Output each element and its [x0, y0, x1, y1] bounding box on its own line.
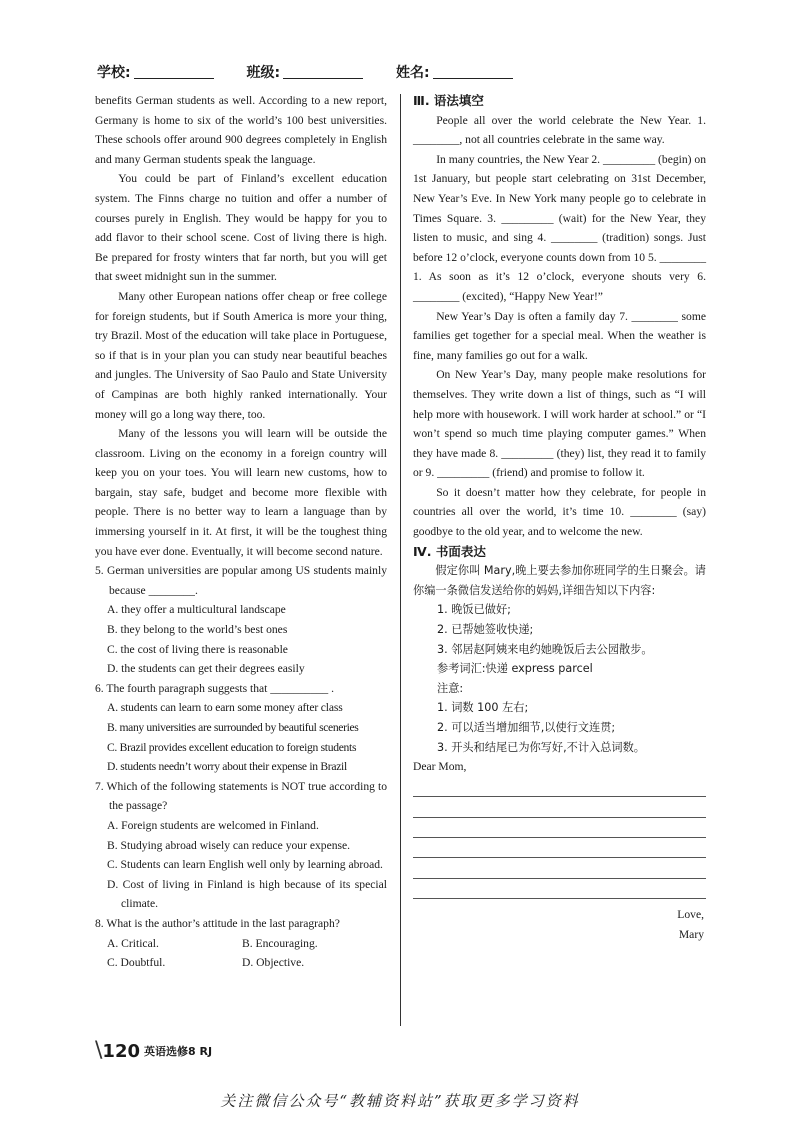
name-field: 姓名:: [396, 62, 513, 82]
writing-point-1: 1. 晚饭已做好;: [437, 603, 511, 617]
note-1: 1. 词数 100 左右;: [437, 701, 529, 715]
option-b: B. they belong to the world’s best ones: [107, 623, 288, 637]
left-column: [95, 91, 387, 973]
letter-signature: Mary: [678, 927, 704, 941]
option-a: A. they offer a multicultural landscape: [107, 603, 286, 617]
promo-note: 关注微信公众号“教辅资料站”获取更多学习资料: [220, 1092, 580, 1110]
right-column: [413, 91, 706, 944]
option-c: C. the cost of living there is reasonable: [107, 642, 288, 656]
reading-paragraph-4: Many of the lessons you will learn will be outside the classroom. Living on the economy in a foreign country will keep you on your toes. You will learn new customs, how to bargain, stay safe, budget and become more flexible with people. There is no better way to learn a language than by immersing yourself in it. At first, it will be the toughest thing you have ever done. Eventually, it will become second nature.: [95, 427, 387, 558]
class-blank[interactable]: [283, 66, 363, 79]
option-d: D. students needn’t worry about their expense in Brazil: [107, 760, 347, 774]
writing-line[interactable]: [413, 838, 706, 858]
grammar-paragraph-4: On New Year’s Day, many people make resolutions for themselves. They write down a list of things, such as “I will help more with housework. I will work harder at school.” or “I won’t spend so much time playing computer games.” When they have made 8. _________ (they) list, they read it to family or 9. _________ (friend) and promise to follow it.: [413, 368, 706, 480]
column-divider: [400, 94, 401, 1026]
question-8-options: [95, 934, 387, 973]
question-stem: 6. The fourth paragraph suggests that __________ .: [95, 681, 335, 695]
name-blank[interactable]: [433, 66, 513, 79]
school-blank[interactable]: [134, 66, 214, 79]
writing-line[interactable]: [413, 797, 706, 817]
writing-area[interactable]: [413, 777, 706, 899]
reading-paragraph-1: benefits German students as well. According to a new report, Germany is home to six of the world’s 100 best universities. These schools offer around 900 degrees completely in English and many German students speak the language.: [95, 94, 387, 166]
option-b: B. many universities are surrounded by beautiful sceneries: [107, 721, 359, 734]
option-a: A. Foreign students are welcomed in Finland.: [107, 818, 319, 832]
option-c: C. Doubtful.: [107, 956, 166, 970]
note-label: 注意:: [437, 681, 464, 695]
grammar-paragraph-3: New Year’s Day is often a family day 7. ________ some families get together for a special meal. When the weather is fine, many families go out for a walk.: [413, 309, 706, 362]
writing-point-2: 2. 已帮她签收快递;: [437, 623, 534, 637]
option-b: B. Encouraging.: [242, 936, 318, 950]
option-c: C. Brazil provides excellent education to foreign students: [107, 740, 357, 754]
grammar-paragraph-1: People all over the world celebrate the New Year. 1. ________, not all countries celebrate in the same way.: [413, 113, 706, 147]
question-6: [95, 679, 387, 777]
section-3-title: Ⅲ. 语法填空: [413, 93, 484, 108]
student-info-header: [97, 62, 541, 82]
school-field: 学校:: [97, 62, 214, 82]
page-number: 120: [102, 1041, 140, 1062]
writing-line[interactable]: [413, 777, 706, 797]
writing-line[interactable]: [413, 879, 706, 899]
grammar-paragraph-2: In many countries, the New Year 2. _________ (begin) on 1st January, but people start celebrating on 31st December, New Year’s Eve. In New York many people go to celebrate in Times Square. 3. _________ (wait) for the New Year, they listen to music, and sing 4. ________ (tradition) songs. Just before 12 o’clock, everyone counts down from 10 5. ________ 1. As soon as it’s 12 o’clock, everyone shouts very 6. ________ (excited), “Happy New Year!”: [413, 152, 707, 303]
writing-point-3: 3. 邻居赵阿姨来电约她晚饭后去公园散步。: [437, 642, 653, 656]
note-3: 3. 开头和结尾已为你写好,不计入总词数。: [437, 740, 645, 754]
option-d: D. the students can get their degrees easily: [107, 662, 305, 676]
question-stem: 7. Which of the following statements is NOT true according to the passage?: [95, 779, 387, 813]
grammar-paragraph-5: So it doesn’t matter how they celebrate, for people in countries all over the world, it’s time 10. ________ (say) goodbye to the old year, and to welcome the new.: [413, 485, 706, 539]
writing-instructions: 假定你叫 Mary,晚上要去参加你班同学的生日聚会。请你编一条微信发送给你的妈妈,详细告知以下内容:: [413, 564, 706, 597]
reading-paragraph-3: Many other European nations offer cheap or free college for foreign students, but if South America is more your thing, try Brazil. Most of the education will take place in Portuguese, so if that is in your plan you can study near beautiful beaches and jungles. The University of Sao Paulo and State University of Campinas are both highly ranked internationally. Your money will go a long way there, too.: [95, 289, 387, 421]
option-c: C. Students can learn English well only by learning abroad.: [107, 858, 383, 872]
question-5: [95, 561, 387, 679]
vocabulary-hint: 参考词汇:快递 express parcel: [437, 662, 593, 676]
letter-greeting: Dear Mom,: [413, 760, 467, 774]
book-title: 英语选修8 RJ: [144, 1045, 213, 1058]
writing-line[interactable]: [413, 858, 706, 878]
question-stem: 8. What is the author’s attitude in the last paragraph?: [95, 916, 340, 930]
option-d: D. Cost of living in Finland is high because of its special climate.: [107, 877, 387, 911]
option-d: D. Objective.: [242, 956, 305, 970]
question-7: [95, 777, 387, 914]
option-a: A. Critical.: [107, 936, 159, 950]
section-4-title: Ⅳ. 书面表达: [413, 543, 486, 559]
option-b: B. Studying abroad wisely can reduce your expense.: [107, 838, 351, 852]
letter-closing: Love,: [677, 908, 704, 922]
reading-paragraph-2: You could be part of Finland’s excellent education system. The Finns charge no tuition and offer a number of courses purely in English. They would be happy for you to add flavor to their school scene. Cost of living there is high. Be prepared for frosty winters that far north, but you will get that sweet midnight sun in the summer.: [95, 172, 387, 284]
writing-line[interactable]: [413, 818, 706, 838]
class-field: 班级:: [246, 62, 363, 82]
question-stem: 5. German universities are popular among US students mainly because ________.: [95, 564, 387, 597]
question-8: [95, 914, 387, 973]
note-2: 2. 可以适当增加细节,以使行文连贯;: [437, 721, 616, 734]
page-footer: [95, 1038, 212, 1063]
footer-slash-mark: \: [95, 1038, 103, 1063]
option-a: A. students can learn to earn some money after class: [107, 701, 343, 715]
